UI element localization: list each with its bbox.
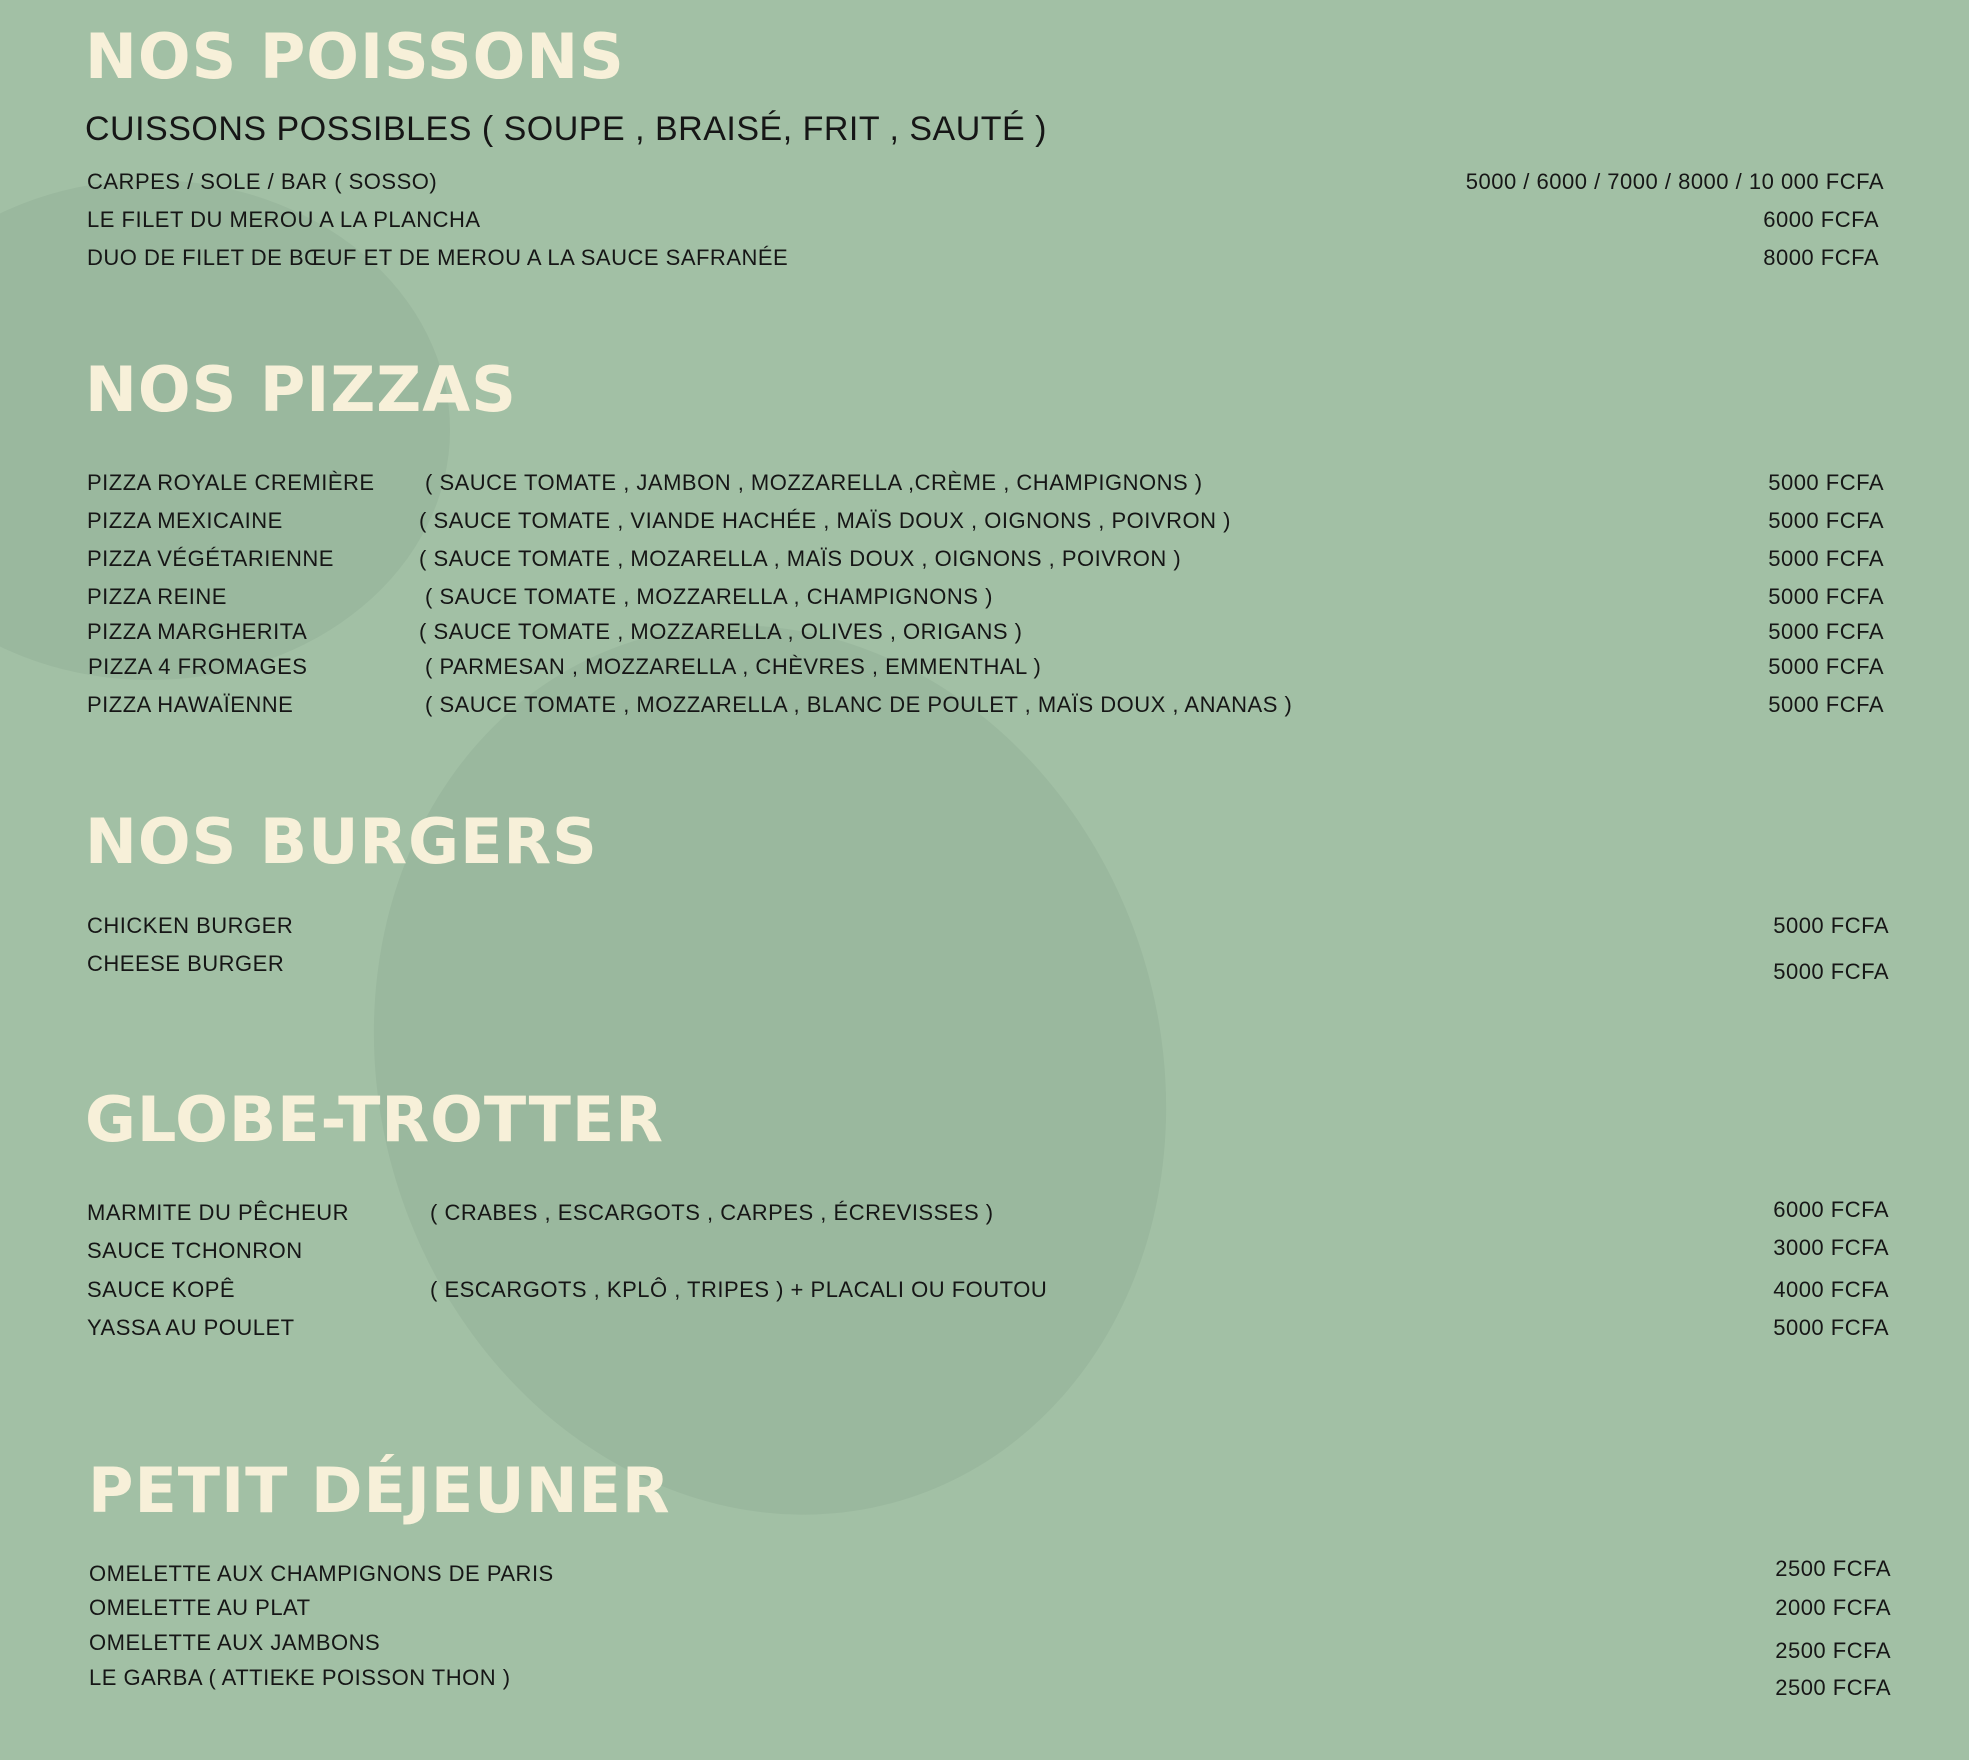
menu-item	[85, 1235, 1889, 1268]
item-name: LE GARBA ( ATTIEKE POISSON THON )	[89, 1665, 511, 1690]
menu-item	[85, 207, 1884, 237]
item-name: SAUCE KOPÊ	[87, 1277, 236, 1302]
item-price: 5000 FCFA	[1768, 584, 1884, 609]
item-name: CARPES / SOLE / BAR ( SOSSO)	[87, 169, 438, 194]
item-price: 5000 FCFA	[1773, 1315, 1889, 1340]
cooking-options-subtitle: CUISSONS POSSIBLES ( SOUPE , BRAISÉ, FRIT , SAUTÉ )	[85, 110, 1047, 148]
item-name: CHEESE BURGER	[87, 951, 285, 976]
item-price: 5000 / 6000 / 7000 / 8000 / 10 000 FCFA	[1465, 169, 1884, 194]
menu-item	[85, 913, 1889, 943]
item-description: ( SAUCE TOMATE , MOZZARELLA , OLIVES , ORIGANS )	[419, 619, 1023, 644]
menu-item	[85, 508, 1884, 538]
menu-item	[85, 654, 1884, 684]
menu-item	[85, 1277, 1889, 1307]
menu-item	[85, 1665, 1891, 1700]
item-name: YASSA AU POULET	[87, 1315, 295, 1340]
item-description: ( CRABES , ESCARGOTS , CARPES , ÉCREVISSES )	[430, 1200, 994, 1225]
item-name: DUO DE FILET DE BŒUF ET DE MEROU A LA SAUCE SAFRANÉE	[87, 245, 789, 270]
item-price: 5000 FCFA	[1768, 508, 1884, 533]
menu-item	[85, 584, 1884, 614]
item-name: OMELETTE AUX CHAMPIGNONS DE PARIS	[89, 1561, 554, 1586]
menu-item	[85, 470, 1884, 500]
item-name: PIZZA MARGHERITA	[87, 619, 308, 644]
item-name: PIZZA 4 FROMAGES	[88, 654, 308, 679]
item-description: ( SAUCE TOMATE , VIANDE HACHÉE , MAÏS DOUX , OIGNONS , POIVRON )	[419, 508, 1231, 533]
item-price: 6000 FCFA	[1763, 207, 1879, 232]
menu-item	[85, 546, 1884, 576]
item-price: 5000 FCFA	[1768, 654, 1884, 679]
item-name: OMELETTE AUX JAMBONS	[89, 1630, 381, 1655]
menu-item	[85, 1197, 1889, 1230]
item-name: CHICKEN BURGER	[87, 913, 294, 938]
section-title-globe-trotter: GLOBE-TROTTER	[85, 1083, 664, 1156]
item-description: ( SAUCE TOMATE , MOZZARELLA , CHAMPIGNONS )	[425, 584, 993, 609]
item-price: 4000 FCFA	[1773, 1277, 1889, 1302]
item-price: 3000 FCFA	[1773, 1235, 1889, 1260]
item-name: MARMITE DU PÊCHEUR	[87, 1200, 350, 1225]
item-name: PIZZA REINE	[87, 584, 227, 609]
item-name: PIZZA ROYALE CREMIÈRE	[87, 470, 375, 495]
item-description: ( ESCARGOTS , KPLÔ , TRIPES ) + PLACALI OU FOUTOU	[430, 1277, 1048, 1302]
item-price: 5000 FCFA	[1768, 470, 1884, 495]
menu-item	[85, 951, 1889, 984]
item-description: ( PARMESAN , MOZZARELLA , CHÈVRES , EMMENTHAL )	[425, 654, 1042, 679]
item-price: 2500 FCFA	[1775, 1556, 1891, 1581]
section-title-poissons: NOS POISSONS	[85, 20, 625, 93]
item-price: 5000 FCFA	[1768, 546, 1884, 571]
menu-item	[85, 619, 1884, 649]
item-name: OMELETTE AU PLAT	[89, 1595, 311, 1620]
menu-item	[85, 692, 1884, 722]
menu-item	[85, 1595, 1891, 1625]
item-price: 8000 FCFA	[1763, 245, 1879, 270]
menu-item	[85, 1630, 1891, 1663]
item-price: 5000 FCFA	[1773, 959, 1889, 984]
item-price: 5000 FCFA	[1768, 619, 1884, 644]
item-description: ( SAUCE TOMATE , JAMBON , MOZZARELLA ,CRÈME , CHAMPIGNONS )	[425, 470, 1203, 495]
section-title-petit-dejeuner: PETIT DÉJEUNER	[88, 1454, 671, 1527]
item-name: PIZZA MEXICAINE	[87, 508, 283, 533]
item-description: ( SAUCE TOMATE , MOZARELLA , MAÏS DOUX , OIGNONS , POIVRON )	[419, 546, 1182, 571]
item-description: ( SAUCE TOMATE , MOZZARELLA , BLANC DE POULET , MAÏS DOUX , ANANAS )	[425, 692, 1293, 717]
item-name: SAUCE TCHONRON	[87, 1238, 303, 1263]
item-price: 2500 FCFA	[1775, 1675, 1891, 1700]
section-title-pizzas: NOS PIZZAS	[85, 353, 517, 426]
item-name: PIZZA HAWAÏENNE	[87, 692, 294, 717]
menu-item	[85, 1556, 1891, 1591]
menu-item	[85, 1315, 1889, 1345]
item-price: 5000 FCFA	[1773, 913, 1889, 938]
item-name: LE FILET DU MEROU A LA PLANCHA	[87, 207, 481, 232]
menu-item	[85, 245, 1884, 275]
item-price: 5000 FCFA	[1768, 692, 1884, 717]
item-price: 2000 FCFA	[1775, 1595, 1891, 1620]
item-name: PIZZA VÉGÉTARIENNE	[87, 546, 334, 571]
item-price: 2500 FCFA	[1775, 1638, 1891, 1663]
item-price: 6000 FCFA	[1773, 1197, 1889, 1222]
section-title-burgers: NOS BURGERS	[85, 805, 598, 878]
menu-item	[85, 169, 1884, 199]
